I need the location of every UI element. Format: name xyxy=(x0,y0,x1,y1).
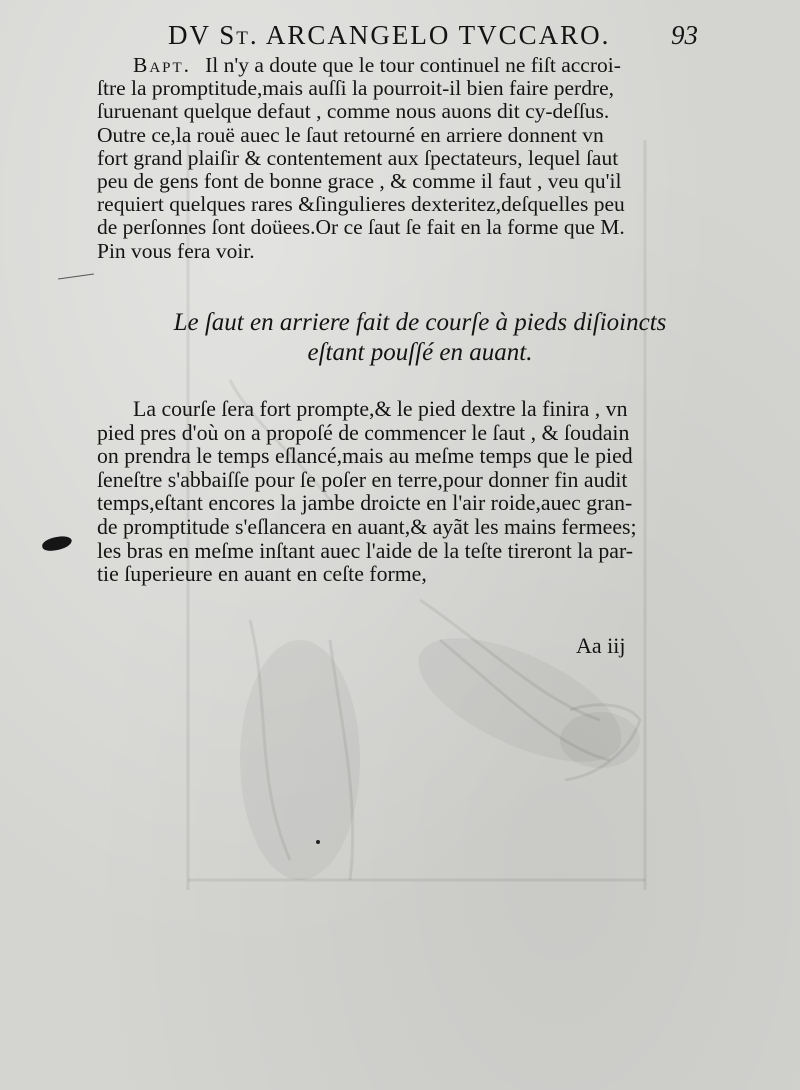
text-line: requiert quelques rares &ſingulieres dexteritez,deſquelles peu xyxy=(97,193,625,217)
text-line: les bras en meſme inſtant auec l'aide de la teſte tireront la par- xyxy=(97,539,634,563)
text-line-content: Il n'y a doute que le tour continuel ne fiſt accroi- xyxy=(205,54,621,77)
text-line: ſtre la promptitude,mais auſſi la pourroit-il bien faire perdre, xyxy=(97,77,615,101)
text-line: ſuruenant quelque defaut , comme nous auons dit cy-deſſus. xyxy=(97,100,610,124)
text-line: de promptitude s'eſlancera en auant,& ayãt les mains fermees; xyxy=(97,515,637,539)
text-line: on prendra le temps eſlancé,mais au meſme temps que le pied xyxy=(97,445,633,469)
text-line: fort grand plaiſir & contentement aux ſpectateurs, lequel ſaut xyxy=(97,146,619,170)
ink-blot xyxy=(41,534,73,552)
section-heading xyxy=(100,308,740,368)
text-line: Outre ce,la rouë auec le ſaut retourné en arriere donnent vn xyxy=(97,123,604,147)
heading-line: Le ſaut en arriere fait de courſe à pieds diſioincts xyxy=(173,309,667,336)
text-line: ſeneſtre s'abbaiſſe pour ſe poſer en terre,pour donner fin audit xyxy=(97,468,628,492)
speaker-label: Bapt. xyxy=(133,54,192,77)
signature-mark: Aa iij xyxy=(576,633,626,658)
text-line: temps,eſtant encores la jambe droicte en l'air roide,auec gran- xyxy=(97,492,633,516)
text-line: de perſonnes ſont doüees.Or ce ſaut ſe fait en la forme que M. xyxy=(97,216,625,240)
text-line xyxy=(97,54,709,77)
text-line: La courſe ſera fort prompte,& le pied dextre la finira , vn xyxy=(133,398,628,421)
margin-mark xyxy=(58,273,94,279)
text-line: tie ſuperieure en auant en ceſte forme, xyxy=(97,563,427,587)
paragraph-1 xyxy=(97,54,709,263)
running-head-title: DV St. ARCANGELO TVCCARO. xyxy=(168,20,611,50)
text-line: pied pres d'où on a propoſé de commencer le ſaut , & ſoudain xyxy=(97,421,630,445)
page-number: 93 xyxy=(671,20,698,50)
running-head xyxy=(168,16,708,56)
ink-dot xyxy=(316,840,320,844)
text-line: peu de gens font de bonne grace , & comme il faut , veu qu'il xyxy=(97,170,622,194)
heading-line: eſtant pouſſé en auant. xyxy=(307,339,533,366)
text-line: Pin vous fera voir. xyxy=(97,239,255,263)
paragraph-2 xyxy=(97,398,709,587)
